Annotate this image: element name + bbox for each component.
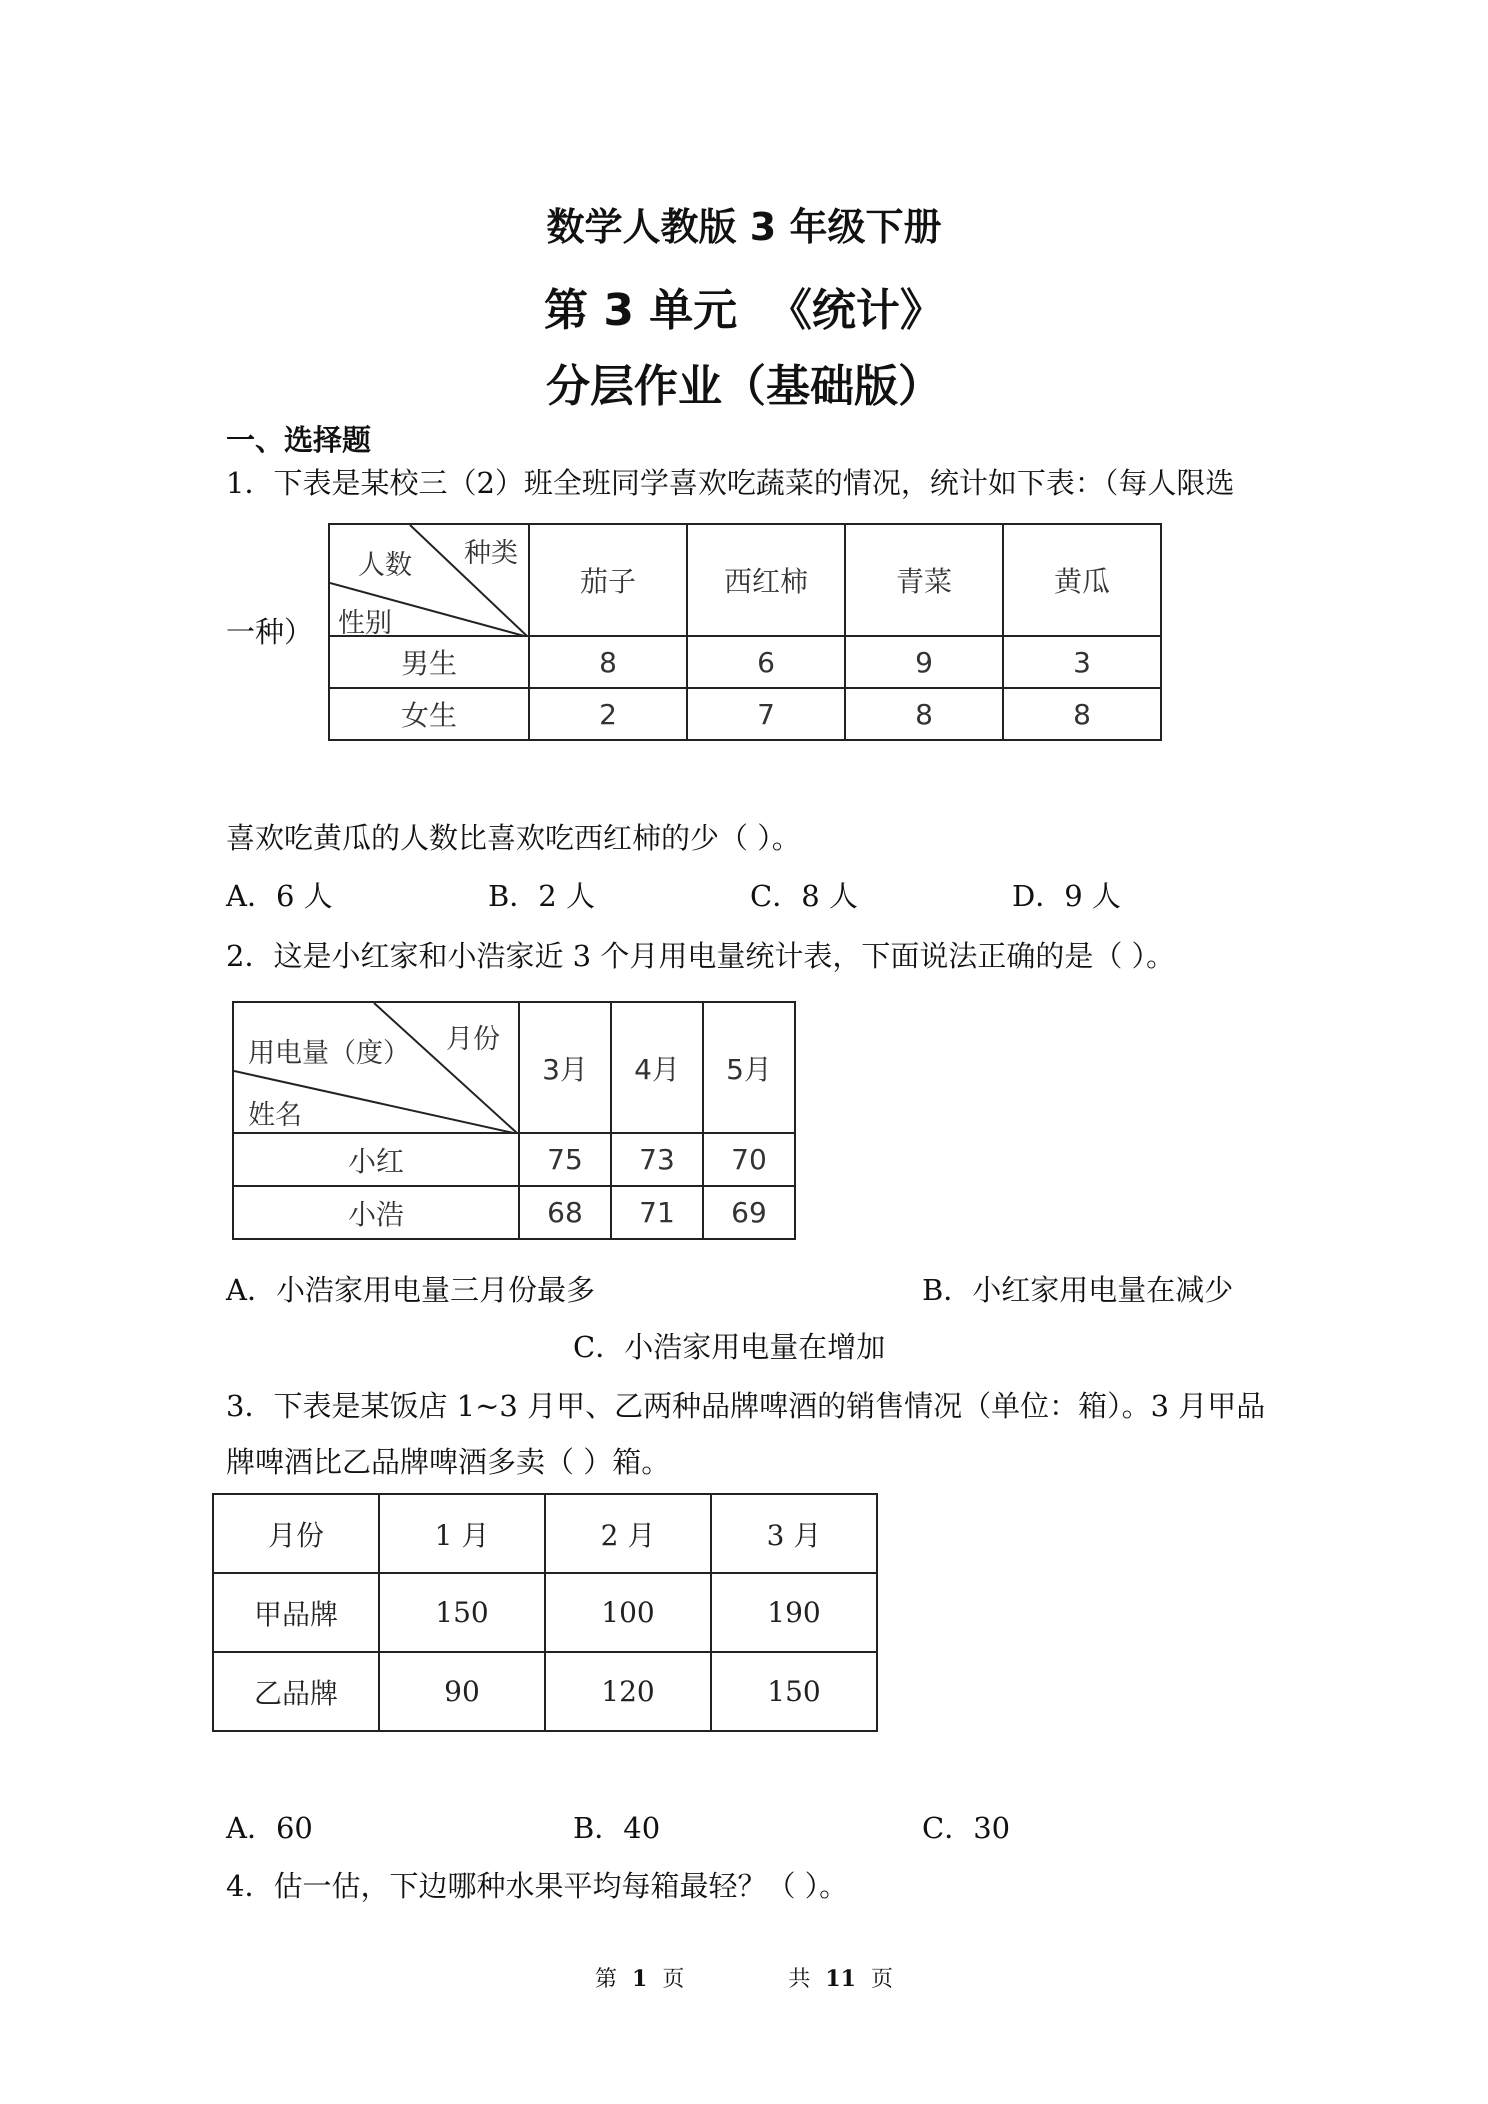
table-cell: 90 [379,1652,545,1731]
q3-option-c[interactable]: C．30 [922,1811,1011,1845]
document-title: 数学人教版 3 年级下册 [546,205,942,249]
table-cell: 150 [379,1573,545,1652]
q1-question: 喜欢吃黄瓜的人数比喜欢吃西红柿的少（ ）。 [226,821,801,855]
electricity-table [232,1001,796,1240]
subtitle: 分层作业（基础版） [546,361,942,412]
table-cell: 73 [611,1133,703,1186]
column-header: 5月 [703,1002,795,1133]
column-header: 月份 [213,1494,379,1573]
table-row [213,1652,877,1731]
table-cell: 8 [529,636,687,688]
row-label: 小浩 [233,1186,519,1239]
table-cell: 69 [703,1186,795,1239]
q4-stem: 4．估一估，下边哪种水果平均每箱最轻？（ ）。 [226,1869,849,1903]
table-cell: 8 [1003,688,1161,740]
table-cell: 6 [687,636,845,688]
table-cell: 75 [519,1133,611,1186]
table-corner-cell [233,1002,519,1133]
corner-mid-label: 用电量（度） [248,1038,410,1069]
table-cell: 7 [687,688,845,740]
page-suffix: 页 [662,1967,685,1992]
table-header-row [213,1494,877,1573]
table-corner-cell [329,524,529,639]
page-number: 1 [632,1966,648,1992]
q3-stem: 3．下表是某饭店 1~3 月甲、乙两种品牌啤酒的销售情况（单位：箱）。3 月甲品 [226,1389,1266,1423]
q2-option-c[interactable]: C．小浩家用电量在增加 [573,1330,886,1364]
row-label: 乙品牌 [213,1652,379,1731]
column-header: 茄子 [529,524,687,636]
total-suffix: 页 [870,1967,893,1992]
q1-option-d[interactable]: D．9 人 [1012,879,1121,913]
corner-top-label: 月份 [446,1024,500,1055]
column-header: 3月 [519,1002,611,1133]
row-label: 男生 [329,636,529,688]
column-header: 青菜 [845,524,1003,636]
table-cell: 3 [1003,636,1161,688]
vegetable-table [328,523,1162,741]
beer-sales-table [212,1493,878,1732]
column-header: 黄瓜 [1003,524,1161,636]
table-cell: 120 [545,1652,711,1731]
section-heading: 一、选择题 [226,423,372,457]
corner-bottom-label: 性别 [338,608,392,639]
q2-option-a[interactable]: A．小浩家用电量三月份最多 [226,1273,595,1307]
q2-option-b[interactable]: B．小红家用电量在减少 [922,1273,1234,1307]
column-header: 4月 [611,1002,703,1133]
q3-stem-cont: 牌啤酒比乙品牌啤酒多卖（ ）箱。 [226,1445,671,1479]
corner-top-label: 种类 [464,538,518,569]
table-cell: 9 [845,636,1003,688]
table-cell: 70 [703,1133,795,1186]
corner-bottom-label: 姓名 [248,1100,302,1131]
table-row [329,636,1161,688]
table-cell: 68 [519,1186,611,1239]
table-row [213,1573,877,1652]
column-header: 2 月 [545,1494,711,1573]
total-pages: 11 [825,1966,856,1992]
q1-option-a[interactable]: A．6 人 [226,879,333,913]
column-header: 西红柿 [687,524,845,636]
page-footer [0,1962,1488,1993]
table-cell: 2 [529,688,687,740]
row-label: 小红 [233,1133,519,1186]
table-cell: 8 [845,688,1003,740]
q3-option-a[interactable]: A．60 [226,1811,313,1845]
q1-option-b[interactable]: B．2 人 [488,879,595,913]
page-prefix: 第 [595,1967,618,1992]
column-header: 1 月 [379,1494,545,1573]
q1-stem: 1．下表是某校三（2）班全班同学喜欢吃蔬菜的情况，统计如下表：（每人限选 [226,466,1235,500]
table-row [233,1186,795,1239]
row-label: 甲品牌 [213,1573,379,1652]
q1-option-c[interactable]: C．8 人 [750,879,858,913]
table-cell: 150 [711,1652,877,1731]
q2-stem: 2．这是小红家和小浩家近 3 个月用电量统计表，下面说法正确的是（ ）。 [226,939,1176,973]
corner-mid-label: 人数 [358,550,412,581]
table-cell: 100 [545,1573,711,1652]
table-row [233,1133,795,1186]
table-row [329,688,1161,740]
total-prefix: 共 [788,1967,811,1992]
table-cell: 190 [711,1573,877,1652]
table-cell: 71 [611,1186,703,1239]
q3-option-b[interactable]: B．40 [573,1811,661,1845]
q1-stem-cont: 一种） [226,615,314,649]
row-label: 女生 [329,688,529,740]
unit-title: 第 3 单元 《统计》 [544,285,944,336]
column-header: 3 月 [711,1494,877,1573]
